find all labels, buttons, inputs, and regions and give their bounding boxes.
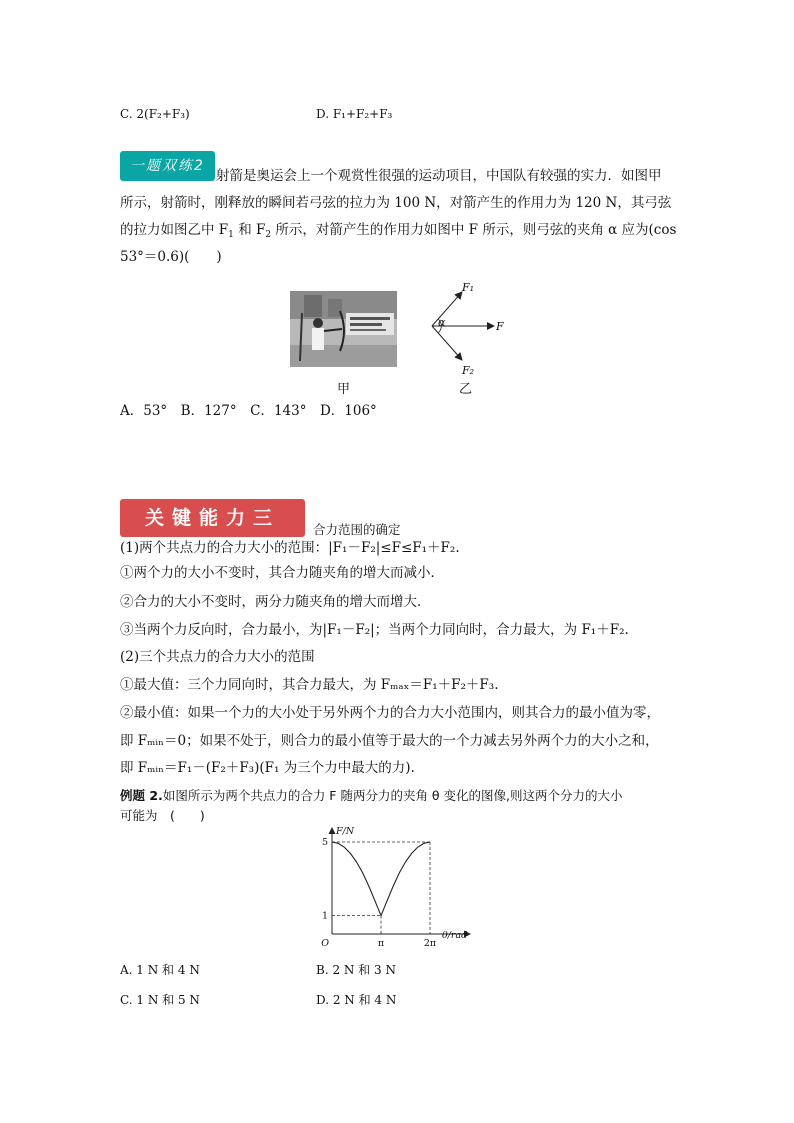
section-p8: 即 Fₘᵢₙ＝0；如果不处于，则合力的最小值等于最大的一个力减去另外两个力的大小之和， — [120, 733, 659, 749]
vector-f1-label: F₁ — [462, 281, 475, 294]
problem1-line3-b: 和 F — [233, 222, 266, 238]
problem1-line3 — [120, 220, 676, 240]
section-p7: ②最小值：如果一个力的大小处于另外两个力的合力大小范围内，则其合力的最小值为零， — [120, 705, 660, 721]
badge-yiti-shuanglian — [120, 151, 215, 181]
badge-yiti-shuanglian-text: 一题双练2 — [130, 158, 205, 174]
badge-guanjian-nengli-text: 关键能力三 — [144, 507, 280, 529]
example2-line1 — [120, 786, 623, 806]
vector-f2-label: F₂ — [462, 364, 475, 377]
option-c-top: C. 2(F₂+F₃) — [120, 107, 190, 121]
problem1-sub1: 1 — [228, 230, 234, 240]
force-angle-chart — [300, 820, 480, 950]
example2-option-b: B. 2 N 和 3 N — [316, 963, 396, 977]
x-axis-label: θ/rad — [441, 930, 468, 941]
vector-f-label: F — [496, 320, 504, 333]
problem1-line1: 射箭是奥运会上一个观赏性很强的运动项目，中国队有较强的实力．如图甲 — [216, 168, 662, 184]
archery-photo-art — [290, 291, 397, 367]
example2-option-a: A. 1 N 和 4 N — [120, 963, 200, 977]
force-curve — [332, 842, 430, 916]
option-d-top: D. F₁+F₂+F₃ — [316, 107, 393, 121]
problem1-line3-c: 所示，对箭产生的作用力如图中 F 所示，则弓弦的夹角 α 应为(cos — [271, 222, 677, 238]
section-p5: (2)三个共点力的合力大小的范围 — [120, 649, 315, 665]
section-title: 合力范围的确定 — [313, 522, 401, 537]
example2-line2: 可能为 ( ) — [120, 808, 205, 823]
example2-option-d: D. 2 N 和 4 N — [316, 993, 397, 1007]
problem1-sub2: 2 — [265, 230, 272, 240]
vector-f2-arrow — [432, 326, 462, 360]
section-p9: 即 Fₘᵢₙ＝F₁－(F₂＋F₃)(F₁ 为三个力中最大的力). — [120, 760, 415, 776]
section-p1: (1)两个共点力的合力大小的范围：|F₁－F₂|≤F≤F₁＋F₂. — [120, 540, 460, 556]
archery-photo — [290, 291, 397, 367]
x-tick-2pi: 2π — [423, 938, 437, 949]
fig-jia-label: 甲 — [337, 382, 351, 397]
problem1-line4: 53°＝0.6)( ) — [120, 249, 222, 265]
vector-alpha-label: α — [438, 316, 446, 329]
section-p3: ②合力的大小不变时，两分力随夹角的增大而增大． — [120, 594, 431, 610]
y-tick-1: 1 — [321, 910, 328, 922]
example2-option-c: C. 1 N 和 5 N — [120, 993, 200, 1007]
fig-yi-label: 乙 — [459, 382, 473, 397]
vector-f1-arrow — [432, 292, 462, 326]
section-p6: ①最大值：三个力同向时，其合力最大，为 Fₘₐₓ＝F₁＋F₂＋F₃. — [120, 677, 499, 693]
y-tick-5: 5 — [321, 837, 328, 848]
y-axis-label: F/N — [336, 826, 355, 837]
x-tick-origin: O — [321, 938, 329, 949]
x-tick-pi: π — [377, 938, 385, 949]
badge-guanjian-nengli — [120, 499, 305, 537]
problem1-line2: 所示，射箭时，刚释放的瞬间若弓弦的拉力为 100 N，对箭产生的作用力为 120 N，其弓弦 — [120, 195, 672, 211]
problem1-options: A．53° B．127° C．143° D．106° — [120, 403, 377, 419]
example2-line1-text: 如图所示为两个共点力的合力 F 随两分力的夹角 θ 变化的图像,则这两个分力的大小 — [162, 788, 623, 803]
section-p2: ①两个力的大小不变时，其合力随夹角的增大而减小． — [120, 565, 444, 581]
section-p4: ③当两个力反向时，合力最小，为|F₁－F₂|；当两个力同向时，合力最大，为 F₁＋F₂. — [120, 622, 629, 638]
problem1-line3-a: 的拉力如图乙中 F — [120, 222, 229, 238]
example2-label: 例题 2. — [120, 788, 163, 803]
